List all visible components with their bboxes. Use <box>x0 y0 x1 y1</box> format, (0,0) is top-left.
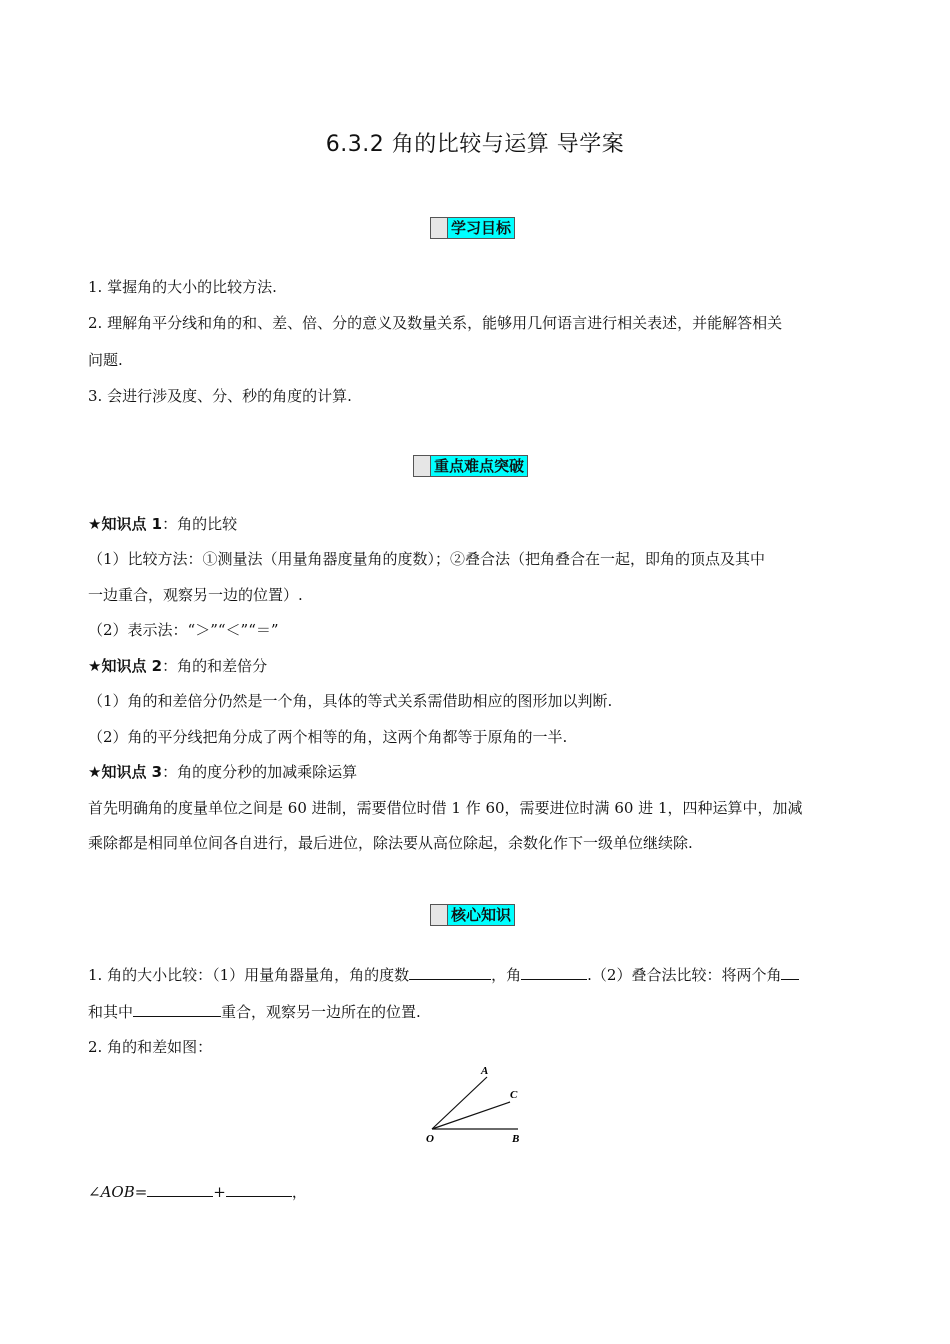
answer-blank[interactable] <box>133 1001 221 1017</box>
core-question-1-line-2: 和其中 重合，观察另一边所在的位置. <box>88 1003 421 1021</box>
section-marker <box>431 905 448 925</box>
knowledge-3-heading: ★知识点 3：角的度分秒的加减乘除运算 <box>88 763 358 781</box>
core-question-1-line-1: 1. 角的大小比较：（1）用量角器量角，角的度数 ，角 .（2）叠合法比较：将两个角 <box>88 964 799 985</box>
section-header-key-points <box>413 455 528 477</box>
answer-blank[interactable] <box>781 964 799 980</box>
goal-line-3: 问题. <box>88 351 123 369</box>
section-label: 学习目标 <box>448 218 514 238</box>
point-label-o: O <box>426 1133 434 1145</box>
section-marker <box>414 456 431 476</box>
core-question-2: 2. 角的和差如图： <box>88 1038 213 1056</box>
knowledge-1-heading: ★知识点 1：角的比较 <box>88 515 238 533</box>
knowledge-2-heading: ★知识点 2：角的和差倍分 <box>88 657 268 675</box>
answer-blank[interactable] <box>226 1181 292 1197</box>
goal-line-2: 2. 理解角平分线和角的和、差、倍、分的意义及数量关系，能够用几何语言进行相关表述，并能解答相关 <box>88 314 783 332</box>
knowledge-2-line-2: （2）角的平分线把角分成了两个相等的角，这两个角都等于原角的一半. <box>88 728 568 746</box>
section-header-core <box>430 904 515 926</box>
knowledge-3-line-2: 乘除都是相同单位间各自进行，最后进位，除法要从高位除起，余数化作下一级单位继续除. <box>88 834 693 852</box>
answer-blank[interactable] <box>521 964 587 980</box>
answer-blank[interactable] <box>147 1181 213 1197</box>
point-label-c: C <box>510 1089 518 1101</box>
ray-oc <box>432 1102 510 1129</box>
page-title: 6.3.2 角的比较与运算 导学案 <box>325 132 625 157</box>
ray-oa <box>432 1077 487 1129</box>
goal-line-4: 3. 会进行涉及度、分、秒的角度的计算. <box>88 387 352 405</box>
knowledge-3-line-1: 首先明确角的度量单位之间是 60 进制，需要借位时借 1 作 60，需要进位时满 60 进 1，四种运算中，加减 <box>88 799 803 817</box>
section-header-goals <box>430 217 515 239</box>
section-label: 重点难点突破 <box>431 456 527 476</box>
answer-blank[interactable] <box>409 964 491 980</box>
knowledge-2-line-1: （1）角的和差倍分仍然是一个角，具体的等式关系需借助相应的图形加以判断. <box>88 692 613 710</box>
knowledge-1-line-1: （1）比较方法：①测量法（用量角器度量角的度数）；②叠合法（把角叠合在一起，即角的顶点及其中 <box>88 550 766 568</box>
section-marker <box>431 218 448 238</box>
point-label-a: A <box>481 1065 489 1077</box>
knowledge-1-line-3: （2）表示法：“＞”“＜”“＝” <box>88 621 279 639</box>
goal-line-1: 1. 掌握角的大小的比较方法. <box>88 278 277 296</box>
point-label-b: B <box>512 1133 520 1145</box>
section-label: 核心知识 <box>448 905 514 925</box>
core-equation: ∠AOB= + ， <box>88 1183 307 1201</box>
knowledge-1-line-2: 一边重合，观察另一边的位置）. <box>88 586 303 604</box>
angle-figure <box>420 1062 530 1148</box>
